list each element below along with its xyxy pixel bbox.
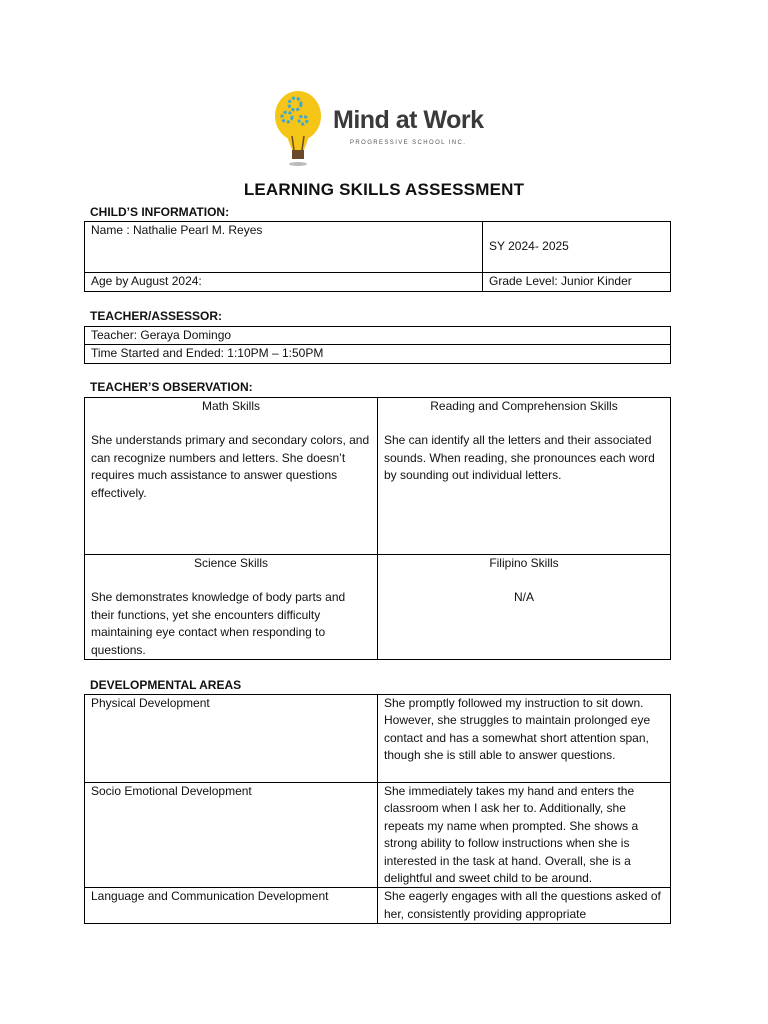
logo-wordmark: Mind at Work [333, 106, 484, 134]
socio-emotional-area: Socio Emotional Development [85, 783, 378, 888]
math-skills-heading: Math Skills [201, 399, 260, 413]
observation-table [84, 397, 671, 660]
developmental-label: DEVELOPMENTAL AREAS [90, 678, 242, 692]
assessment-time: Time Started and Ended: 1:10PM – 1:50PM [85, 345, 671, 363]
filipino-skills-cell [378, 555, 671, 660]
science-skills-cell [85, 555, 378, 660]
filipino-skills-text: N/A [513, 590, 534, 605]
teacher-name: Teacher: Geraya Domingo [85, 327, 671, 345]
language-area: Language and Communication Development [85, 888, 378, 924]
child-name-cell [85, 222, 483, 273]
physical-area: Physical Development [85, 695, 378, 783]
grade-cell [483, 273, 671, 292]
child-info-table [84, 221, 671, 292]
document-title: LEARNING SKILLS ASSESSMENT [243, 180, 525, 199]
school-year-cell [483, 222, 671, 273]
reading-skills-text: She can identify all the letters and their associated sounds. When reading, she pronounces each word by sounding out individual letters. [384, 433, 655, 483]
math-skills-cell [85, 398, 378, 555]
age-cell [85, 273, 483, 292]
science-skills-heading: Science Skills [193, 556, 269, 570]
child-info-label: CHILD’S INFORMATION: [90, 205, 230, 219]
developmental-table [84, 694, 671, 924]
child-age: Age by August 2024: [91, 274, 202, 288]
observation-label: TEACHER’S OBSERVATION: [90, 380, 253, 394]
teacher-table [84, 326, 671, 364]
socio-emotional-notes: She immediately takes my hand and enters the classroom when I ask her to. Additionally, she repeats my name when prompted. She shows a strong ability to follow instructions when she is interested in the task at hand. Overall, she is a delightful and sweet child to be around. [378, 783, 671, 888]
lightbulb-gears-icon [270, 90, 326, 168]
logo-subtitle: PROGRESSIVE SCHOOL INC. [350, 140, 467, 146]
child-name: Name : Nathalie Pearl M. Reyes [91, 223, 263, 237]
science-skills-text: She demonstrates knowledge of body parts and their functions, yet she encounters difficulty maintaining eye contact when responding to questions. [91, 590, 346, 657]
filipino-skills-heading: Filipino Skills [489, 556, 559, 570]
reading-skills-heading: Reading and Comprehension Skills [430, 399, 618, 413]
reading-skills-cell [378, 398, 671, 555]
language-notes: She eagerly engages with all the questions asked of her, consistently providing appropriate [378, 888, 671, 924]
school-logo [270, 90, 510, 168]
school-year: SY 2024- 2025 [489, 239, 569, 254]
math-skills-text: She understands primary and secondary colors, and can recognize numbers and letters. She doesn’t requires much assistance to answer questions effectively. [91, 433, 370, 500]
grade-level: Grade Level: Junior Kinder [489, 274, 632, 288]
physical-notes: She promptly followed my instruction to sit down. However, she struggles to maintain prolonged eye contact and has a somewhat short attention span, though she is still able to answer questions. [378, 695, 671, 783]
teacher-label: TEACHER/ASSESSOR: [90, 309, 223, 323]
